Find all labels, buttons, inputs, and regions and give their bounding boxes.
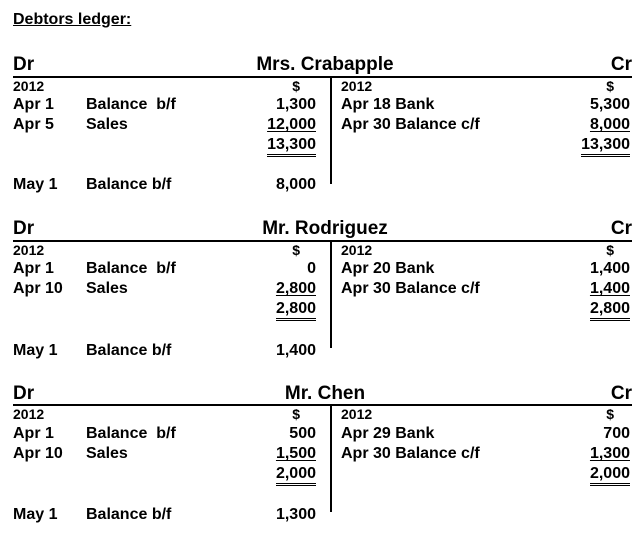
credit-amount: 1,300 [589, 445, 630, 462]
ledger-account-rodriguez [0, 217, 643, 377]
debit-year: 2012 [13, 78, 45, 94]
ledger-account-crabapple [0, 53, 643, 213]
bf-desc: Balance b/f [86, 506, 172, 523]
debit-total: 13,300 [267, 136, 316, 157]
ledger-account-chen [0, 381, 643, 541]
debit-date: Apr 1 [13, 425, 54, 442]
bf-date: May 1 [13, 506, 58, 523]
dr-label: Dr [13, 383, 35, 404]
debit-total: 2,000 [276, 465, 316, 486]
cr-label: Cr [610, 54, 632, 75]
credit-currency: $ [606, 78, 614, 94]
credit-desc: Apr 30 Balance c/f [341, 116, 480, 133]
credit-year: 2012 [341, 406, 373, 422]
credit-amount: 1,400 [589, 260, 630, 277]
debit-date: Apr 10 [13, 280, 63, 297]
debit-desc: Balance b/f [86, 260, 176, 277]
credit-amount: 5,300 [589, 96, 630, 113]
dr-label: Dr [13, 218, 35, 239]
credit-total: 13,300 [581, 136, 630, 157]
credit-desc: Apr 29 Bank [341, 425, 435, 442]
debit-currency: $ [292, 242, 300, 258]
account-name: Mr. Rodriguez [262, 218, 388, 239]
debit-desc: Sales [86, 445, 128, 462]
debit-desc: Balance b/f [86, 96, 176, 113]
t-divider [330, 405, 332, 512]
cr-label: Cr [610, 383, 632, 404]
debit-desc: Sales [86, 116, 128, 133]
debit-date: Apr 5 [13, 116, 54, 133]
bf-amount: 1,400 [275, 342, 316, 359]
credit-total: 2,000 [590, 465, 630, 486]
debit-currency: $ [292, 78, 300, 94]
debit-amount: 2,800 [275, 280, 316, 297]
bf-date: May 1 [13, 176, 58, 193]
debit-amount: 12,000 [267, 116, 316, 133]
debit-total: 2,800 [276, 300, 316, 321]
t-divider [330, 77, 332, 184]
account-name: Mr. Chen [284, 383, 366, 404]
credit-amount: 8,000 [589, 116, 630, 133]
credit-currency: $ [606, 242, 614, 258]
debit-amount: 500 [289, 425, 316, 442]
bf-desc: Balance b/f [86, 342, 172, 359]
credit-total: 2,800 [590, 300, 630, 321]
credit-desc: Apr 30 Balance c/f [341, 280, 480, 297]
debit-year: 2012 [13, 406, 45, 422]
debit-date: Apr 1 [13, 96, 54, 113]
ledger-title: Debtors ledger: [13, 11, 132, 28]
header-rule [13, 404, 632, 406]
debit-currency: $ [292, 406, 300, 422]
debit-year: 2012 [13, 242, 45, 258]
debit-date: Apr 10 [13, 445, 63, 462]
header-rule [13, 240, 632, 242]
bf-amount: 1,300 [275, 506, 316, 523]
credit-amount: 700 [603, 425, 630, 442]
debit-date: Apr 1 [13, 260, 54, 277]
credit-currency: $ [606, 406, 614, 422]
credit-desc: Apr 18 Bank [341, 96, 435, 113]
t-divider [330, 241, 332, 348]
bf-desc: Balance b/f [86, 176, 172, 193]
account-name: Mrs. Crabapple [256, 54, 394, 75]
debit-amount: 0 [307, 260, 316, 277]
debit-desc: Balance b/f [86, 425, 176, 442]
debit-desc: Sales [86, 280, 128, 297]
credit-desc: Apr 20 Bank [341, 260, 435, 277]
debit-amount: 1,500 [275, 445, 316, 462]
credit-year: 2012 [341, 78, 373, 94]
bf-amount: 8,000 [275, 176, 316, 193]
cr-label: Cr [610, 218, 632, 239]
credit-desc: Apr 30 Balance c/f [341, 445, 480, 462]
credit-amount: 1,400 [589, 280, 630, 297]
header-rule [13, 76, 632, 78]
dr-label: Dr [13, 54, 35, 75]
credit-year: 2012 [341, 242, 373, 258]
debit-amount: 1,300 [275, 96, 316, 113]
bf-date: May 1 [13, 342, 58, 359]
